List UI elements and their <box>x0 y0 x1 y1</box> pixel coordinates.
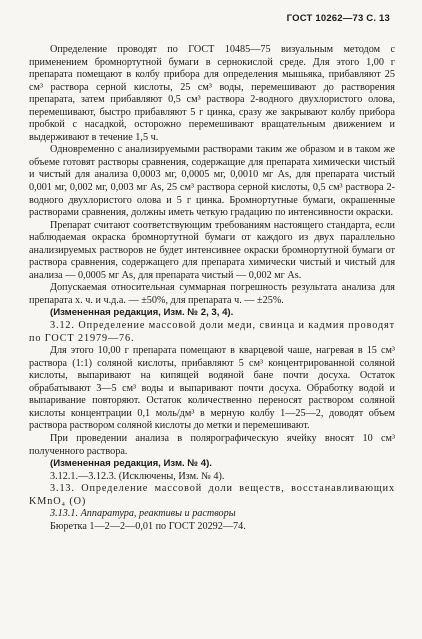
paragraph-reference-solutions: Одновременно с анализируемыми растворами таким же образом и в таком же объеме готовят растворы сравнения, содержащие для препарата химически чистый и чистый для анализа 0,0003 мг, 0,0005 мг, 0,0010 мг As, для препарата чистый 0,001 мг, 0,002 мг, 0,003 мг As, 25 см³ раствора серной кислоты, 0,5 см³ раствора 2-водного двухлористого олова и 5 г цинка. Бромнортутные бумаги, окрашенные растворами сравнения, должны иметь четкую градацию по интенсивности окраски. <box>29 144 395 219</box>
document-body <box>29 44 395 533</box>
page-header: ГОСТ 10262—73 С. 13 <box>286 13 390 24</box>
section-3-13-1-heading: 3.13.1. Аппаратура, реактивы и растворы <box>50 508 236 520</box>
section-3-12-heading: 3.12. Определение массовой доли меди, свинца и кадмия проводят по ГОСТ 21979—76. <box>29 320 395 344</box>
paragraph-sample-prep: Для этого 10,00 г препарата помещают в кварцевой чаше, нагревая в 15 см³ раствора (1:1) соляной кислоты, прибавляют 5 см³ концентрированной соляной кислоты, выпаривают на кипящей водяной бане почти досуха. Остаток обрабатывают 3—5 см³ воды и выпаривают почти досуха. Обработку водой и выпаривание повторяют. Остаток количественно переносят раствором соляной кислоты концентрации 0,1 моль/дм³ в мерную колбу 1—25—2, доводят объем раствора раствором соляной кислоты до метки и перемешивают. <box>29 345 395 432</box>
edit-note-2: (Измененная редакция, Изм. № 4). <box>50 458 212 470</box>
paragraph-burette: Бюретка 1—2—2—0,01 по ГОСТ 20292—74. <box>50 520 246 532</box>
paragraph-method: Определение проводят по ГОСТ 10485—75 визуальным методом с применением бромнортутной бумаги в сернокислой среде. Для этого 1,00 г препарата помещают в колбу прибора для определения мышьяка, прибавляют 25 см³ раствора серной кислоты, 25 см³ воды, перемешивают до растворения препарата, затем прибавляют 0,5 см³ раствора 2-водного двухлористого олова, перемешивают, быстро прибавляют 5 г цинка, сразу же закрывают колбу прибора пробкой с насадкой, осторожно перемешивают вращательным движением и выдерживают в течение 1,5 ч. <box>29 44 395 143</box>
excluded-note: 3.12.1.—3.12.3. (Исключены, Изм. № 4). <box>50 470 225 482</box>
paragraph-acceptance: Препарат считают соответствующим требованиям настоящего стандарта, если наблюдаемая окраска бромнортутной бумаги от каждого из двух параллельно анализируемых растворов не будет интенсивнее окраски бромнортутной бумаги от раствора сравнения, содержащего для препарата химически чистый и чистый для анализа — 0,0005 мг As, для препарата чистый — 0,002 мг As. <box>29 219 395 281</box>
paragraph-error: Допускаемая относительная суммарная погрешность результата анализа для препарата х. ч. и ч.д.а. — ±50%, для препарата ч. — ±25%. <box>29 282 395 306</box>
edit-note-1: (Измененная редакция, Изм. № 2, 3, 4). <box>50 307 234 319</box>
paragraph-polarography: При проведении анализа в полярографическую ячейку вносят 10 см³ полученного раствора. <box>29 432 395 457</box>
section-3-13-heading: 3.13. Определение массовой доли веществ, восстанавливающих KMnO₄ (O) <box>29 483 395 507</box>
